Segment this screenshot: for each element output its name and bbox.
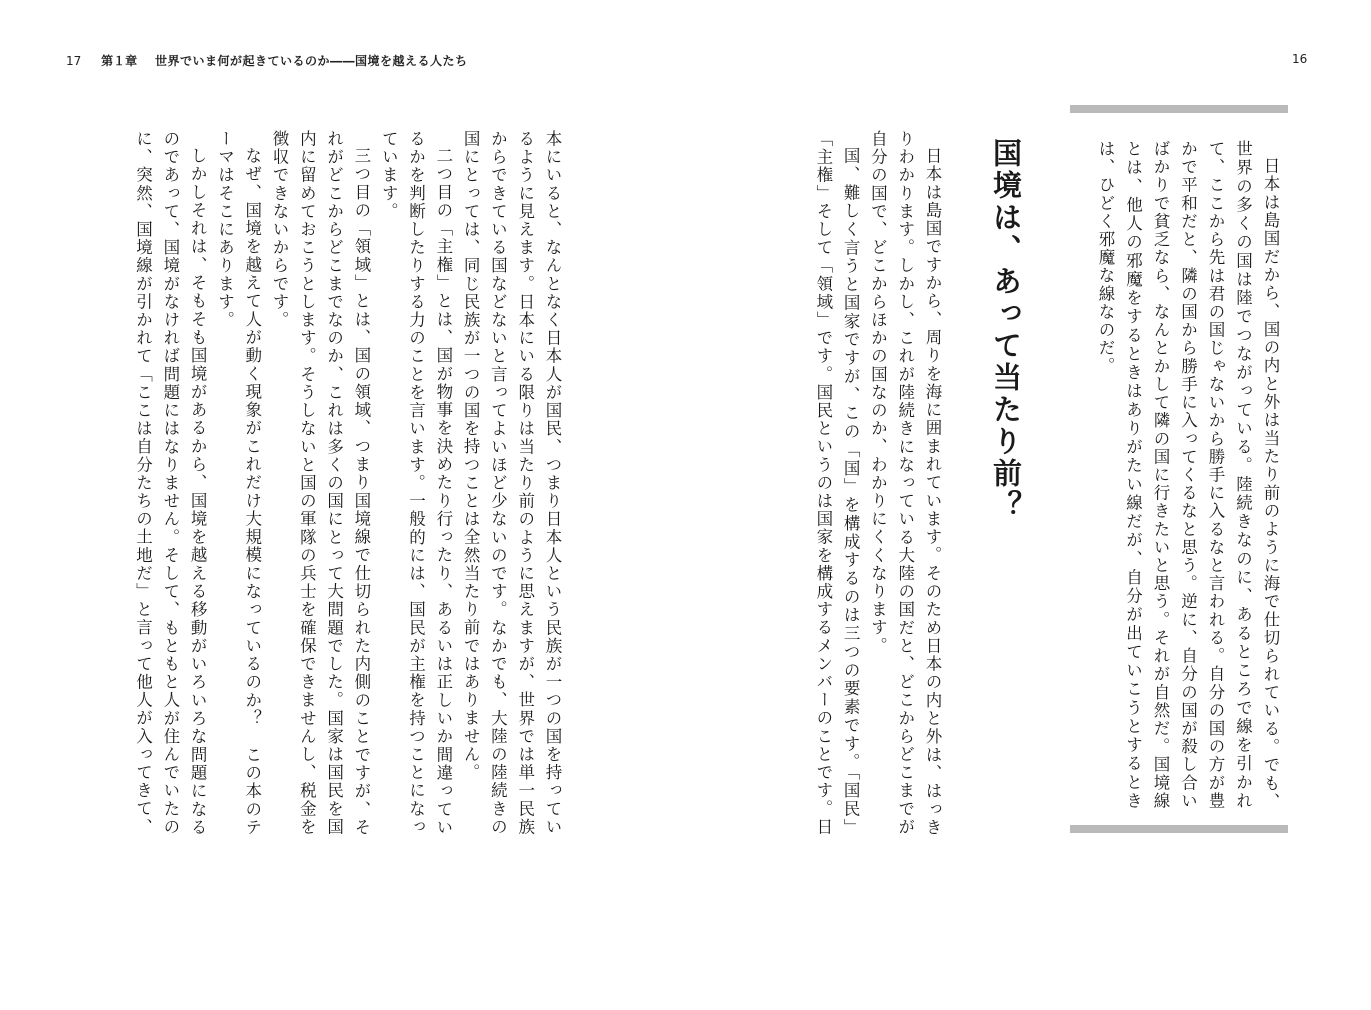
paragraph: 二つ目の「主権」とは、国が物事を決めたり行ったり、あるいは正しいか間違っているかを判断したりする力のことを言います。一般的には、国民が主権を持つことになっています。: [379, 130, 453, 836]
intro-box-text: 日本は島国だから、国の内と外は当たり前のように海で仕切られている。でも、世界の多くの国は陸でつながっている。陸続きなのに、あるところで線を引かれて、ここから先は君の国じゃないから勝手に入るなと言われる。自分の国の方が豊かで平和だと、隣の国から勝手に入ってくるなと思う。逆に、自分の国が殺し合いばかりで貧乏なら、なんとかして隣の国に行きたいと思う。それが自然だ。国境線とは、他人の邪魔をするときはありがたい線だが、自分が出ていこうとするときは、ひどく邪魔な線なのだ。: [1096, 140, 1280, 810]
paragraph: 本にいると、なんとなく日本人が国民、つまり日本人という民族が一つの国を持っているように見えます。日本にいる限りは当たり前のように思えますが、世界では単一民族からできている国などないと言ってよいほど少ないのです。なかでも、大陸の陸続きの国にとっては、同じ民族が一つの国を持つことは全然当たり前ではありません。: [461, 130, 562, 836]
section-heading: 国境は、あって当たり前？: [989, 138, 1023, 522]
paragraph: 三つ目の「領域」とは、国の領域、つまり国境線で仕切られた内側のことですが、それがどこからどこまでなのか、これは多くの国にとって大問題でした。国家は国民を国内に留めておこうとします。そうしないと国の軍隊の兵士を確保できませんし、税金を徴収できないからです。: [270, 130, 371, 836]
page-number-left: 17: [66, 54, 82, 68]
box-bottom-rule: [1070, 825, 1288, 833]
intro-box: [1092, 140, 1285, 810]
right-page-body: [810, 130, 946, 836]
paragraph: 日本は島国ですから、周りを海に囲まれています。そのため日本の内と外は、はっきりわかります。しかし、これが陸続きになっている大陸の国だと、どこからどこまでが自分の国で、どこからほかの国なのか、わかりにくくなります。: [868, 130, 942, 836]
chapter-title: 世界でいま何が起きているのか――国境を越える人たち: [154, 54, 468, 68]
box-top-rule: [1070, 105, 1288, 113]
page-number-right: 16: [1292, 52, 1308, 66]
chapter-label: 第１章: [101, 54, 138, 68]
left-page-body: [129, 130, 566, 836]
running-header-left: [66, 52, 467, 69]
paragraph: 国、難しく言うと国家ですが、この「国」を構成するのは三つの要素です。「国民」「主権」そして「領域」です。国民というのは国家を構成するメンバーのことです。日: [813, 130, 861, 836]
paragraph: なぜ、国境を越えて人が動く現象がこれだけ大規模になっているのか？ この本のテーマはそこにあります。: [215, 130, 262, 836]
paragraph: しかしそれは、そもそも国境があるから、国境を越える移動がいろいろな問題になるのであって、国境がなければ問題にはなりません。そして、もともと人が住んでいたのに、突然、国境線が引かれて「ここは自分たちの土地だ」と言って他人が入ってきて、: [133, 130, 208, 836]
